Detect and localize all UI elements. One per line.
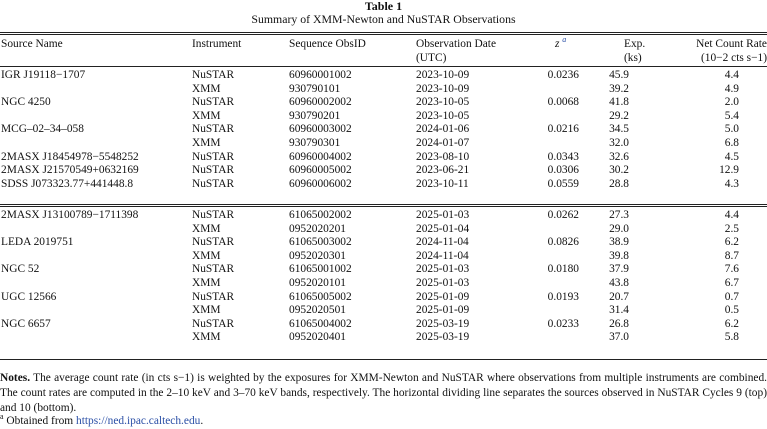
cell-source: IGR J19118−1707 <box>1 69 86 81</box>
cell-date: 2024-01-07 <box>416 137 470 149</box>
cell-obsid: 61065003002 <box>289 236 352 249</box>
cell-count-rate: 8.7 <box>724 249 739 262</box>
cell-date: 2025-01-03 <box>416 263 470 276</box>
table-row <box>0 209 767 223</box>
table-notes <box>0 371 767 416</box>
cell-exposure: 37.9 <box>609 263 629 276</box>
cell-exposure: 41.8 <box>609 96 629 109</box>
cell-obsid: 60960004002 <box>289 150 352 163</box>
cell-date: 2025-03-19 <box>416 317 470 330</box>
cell-exposure: 30.2 <box>609 164 629 177</box>
cell-obsid: 0952020201 <box>289 222 346 235</box>
cell-instrument: XMM <box>192 277 221 289</box>
cell-exposure: 27.3 <box>609 209 629 221</box>
cell-instrument: NuSTAR <box>192 96 235 109</box>
table-header <box>0 37 767 65</box>
cell-source: SDSS J073323.77+441448.8 <box>1 177 134 190</box>
cell-count-rate: 5.4 <box>724 109 739 122</box>
cell-count-rate: 2.5 <box>724 222 739 235</box>
cell-count-rate: 0.5 <box>724 304 739 317</box>
cell-date: 2025-01-09 <box>416 290 470 303</box>
cell-redshift: 0.0236 <box>547 69 579 81</box>
cell-exposure: 39.2 <box>609 82 629 95</box>
cell-redshift: 0.0068 <box>547 96 579 109</box>
cell-count-rate: 6.7 <box>724 277 739 289</box>
cell-date: 2025-01-03 <box>416 209 470 221</box>
cell-date: 2025-01-03 <box>416 277 470 289</box>
cell-redshift: 0.0343 <box>547 150 579 163</box>
cell-instrument: XMM <box>192 82 221 95</box>
cell-count-rate: 7.6 <box>724 263 739 276</box>
cell-instrument: NuSTAR <box>192 236 235 249</box>
cell-exposure: 20.7 <box>609 290 629 303</box>
table-row <box>0 304 767 318</box>
cell-obsid: 0952020501 <box>289 304 346 317</box>
cell-date: 2023-10-09 <box>416 69 470 81</box>
cell-date: 2024-11-04 <box>416 236 469 249</box>
cell-instrument: NuSTAR <box>192 164 235 177</box>
notes-label: Notes. <box>0 372 31 384</box>
cell-date: 2025-01-04 <box>416 222 470 235</box>
cell-count-rate: 6.2 <box>724 236 739 249</box>
header-rule <box>0 66 767 67</box>
cell-exposure: 38.9 <box>609 236 629 249</box>
cell-source: 2MASX J18454978−5548252 <box>1 150 139 163</box>
table-row <box>0 318 767 332</box>
cell-instrument: XMM <box>192 137 221 149</box>
cell-count-rate: 4.4 <box>724 209 739 221</box>
cell-source: 2MASX J13100789−1711398 <box>1 209 139 221</box>
cell-instrument: NuSTAR <box>192 69 235 81</box>
cell-instrument: NuSTAR <box>192 177 235 190</box>
cell-instrument: XMM <box>192 331 221 344</box>
cell-exposure: 31.4 <box>609 304 629 317</box>
cell-obsid: 61065001002 <box>289 263 352 276</box>
cell-exposure: 45.9 <box>609 69 629 81</box>
cell-obsid: 0952020301 <box>289 249 346 262</box>
table-row <box>0 223 767 237</box>
cell-obsid: 61065002002 <box>289 209 352 221</box>
header-date-unit: (UTC) <box>416 52 447 64</box>
cell-count-rate: 4.3 <box>724 177 739 190</box>
cell-instrument: NuSTAR <box>192 209 235 221</box>
table-row <box>0 236 767 250</box>
cell-count-rate: 6.8 <box>724 137 739 149</box>
cell-redshift: 0.0193 <box>547 290 579 303</box>
cell-exposure: 29.0 <box>609 222 629 235</box>
table-caption <box>0 0 767 26</box>
cell-obsid: 61065004002 <box>289 317 352 330</box>
cell-redshift: 0.0826 <box>547 236 579 249</box>
header-exposure-unit: (ks) <box>624 52 642 64</box>
cell-obsid: 60960006002 <box>289 177 352 190</box>
cell-instrument: NuSTAR <box>192 290 235 303</box>
footnote-link[interactable]: https://ned.ipac.caltech.edu <box>76 415 201 427</box>
cell-redshift: 0.0216 <box>547 123 579 136</box>
cell-obsid: 0952020101 <box>289 277 346 289</box>
cell-source: NGC 52 <box>1 263 40 276</box>
cell-count-rate: 4.5 <box>724 150 739 163</box>
cell-count-rate: 5.0 <box>724 123 739 136</box>
cell-exposure: 32.6 <box>609 150 629 163</box>
header-exposure: Exp. <box>624 38 646 50</box>
cell-exposure: 29.2 <box>609 109 629 122</box>
cell-date: 2025-01-09 <box>416 304 470 317</box>
cell-instrument: XMM <box>192 109 221 122</box>
cell-count-rate: 4.9 <box>724 82 739 95</box>
cell-obsid: 60960005002 <box>289 164 352 177</box>
cell-date: 2023-10-05 <box>416 109 470 122</box>
cell-count-rate: 5.8 <box>724 331 739 344</box>
table-row <box>0 291 767 305</box>
cell-obsid: 60960002002 <box>289 96 352 109</box>
table-row <box>0 178 767 192</box>
table-row <box>0 96 767 110</box>
cell-exposure: 32.0 <box>609 137 629 149</box>
cell-obsid: 60960003002 <box>289 123 352 136</box>
header-instrument: Instrument <box>192 38 242 50</box>
cell-count-rate: 2.0 <box>724 96 739 109</box>
cell-date: 2023-10-09 <box>416 82 470 95</box>
cell-date: 2023-08-10 <box>416 150 470 163</box>
cell-source: UGC 12566 <box>1 290 57 303</box>
footnote-mark: a <box>0 412 4 422</box>
cell-count-rate: 4.4 <box>724 69 739 81</box>
top-rule-2 <box>0 34 767 35</box>
cell-redshift: 0.0262 <box>547 209 579 221</box>
cell-date: 2023-06-21 <box>416 164 470 177</box>
cell-redshift: 0.0559 <box>547 177 579 190</box>
table-row <box>0 83 767 97</box>
footnote <box>0 412 204 428</box>
table-row <box>0 164 767 178</box>
cell-exposure: 28.8 <box>609 177 629 190</box>
cell-instrument: NuSTAR <box>192 263 235 276</box>
table-row <box>0 123 767 137</box>
cell-count-rate: 6.2 <box>724 317 739 330</box>
cell-exposure: 37.0 <box>609 331 629 344</box>
table-row <box>0 331 767 345</box>
header-source: Source Name <box>1 38 63 50</box>
cell-instrument: NuSTAR <box>192 123 235 136</box>
table-number: Table 1 <box>364 0 403 13</box>
cell-instrument: XMM <box>192 304 221 317</box>
cell-obsid: 930790301 <box>289 137 341 149</box>
cell-instrument: XMM <box>192 249 221 262</box>
table-row <box>0 277 767 291</box>
table-row <box>0 137 767 151</box>
cell-obsid: 930790101 <box>289 82 341 95</box>
cell-count-rate: 12.9 <box>719 164 739 177</box>
header-date: Observation Date <box>416 38 497 50</box>
cell-redshift: 0.0180 <box>547 263 579 276</box>
cell-instrument: NuSTAR <box>192 150 235 163</box>
cell-count-rate: 0.7 <box>724 290 739 303</box>
cell-obsid: 0952020401 <box>289 331 346 344</box>
table-row <box>0 110 767 124</box>
cell-instrument: XMM <box>192 222 221 235</box>
cell-exposure: 26.8 <box>609 317 629 330</box>
table-row <box>0 250 767 264</box>
cell-obsid: 930790201 <box>289 109 341 122</box>
notes-text: The average count rate (in cts s−1) is weighted by the exposures for XMM-Newton and NuSTAR where observations from multiple instruments are combined. The count rates are computed in the 2–10 keV and 3–70 keV bands, respectively. The horizontal dividing line separates the sources observed in NuSTAR Cycles 9 (top) and 10 (bottom). <box>0 372 767 414</box>
cell-date: 2024-11-04 <box>416 249 469 262</box>
cell-date: 2024-01-06 <box>416 123 470 136</box>
cell-source: MCG–02–34–058 <box>1 123 84 136</box>
cell-exposure: 43.8 <box>609 277 629 289</box>
cell-source: 2MASX J21570549+0632169 <box>1 164 139 177</box>
table-row <box>0 151 767 165</box>
cycle-divider <box>0 204 767 205</box>
cell-redshift: 0.0306 <box>547 164 579 177</box>
cycle-divider-2 <box>0 206 767 207</box>
table-row <box>0 263 767 277</box>
header-count-rate-unit: (10−2 cts s−1) <box>701 52 767 64</box>
top-rule <box>0 32 767 33</box>
bottom-rule <box>0 359 767 360</box>
cell-date: 2023-10-05 <box>416 96 470 109</box>
cell-instrument: NuSTAR <box>192 317 235 330</box>
table-row <box>0 69 767 83</box>
cell-source: LEDA 2019751 <box>1 236 74 249</box>
footnote-text: Obtained from <box>6 415 74 427</box>
cell-source: NGC 6657 <box>1 317 51 330</box>
cell-exposure: 39.8 <box>609 249 629 262</box>
cell-obsid: 61065005002 <box>289 290 352 303</box>
header-redshift: z $^a$ <box>555 35 567 50</box>
table-title: Summary of XMM-Newton and NuSTAR Observations <box>251 12 516 26</box>
header-sequence: Sequence ObsID <box>289 38 366 50</box>
cell-exposure: 34.5 <box>609 123 629 136</box>
header-redshift-note[interactable]: a <box>562 35 567 45</box>
cell-source: NGC 4250 <box>1 96 51 109</box>
cell-redshift: 0.0233 <box>547 317 579 330</box>
cell-date: 2023-10-11 <box>416 177 469 190</box>
cell-obsid: 60960001002 <box>289 69 352 81</box>
header-count-rate: Net Count Rate <box>696 38 767 50</box>
footnote-end: . <box>200 415 204 427</box>
cell-date: 2025-03-19 <box>416 331 470 344</box>
